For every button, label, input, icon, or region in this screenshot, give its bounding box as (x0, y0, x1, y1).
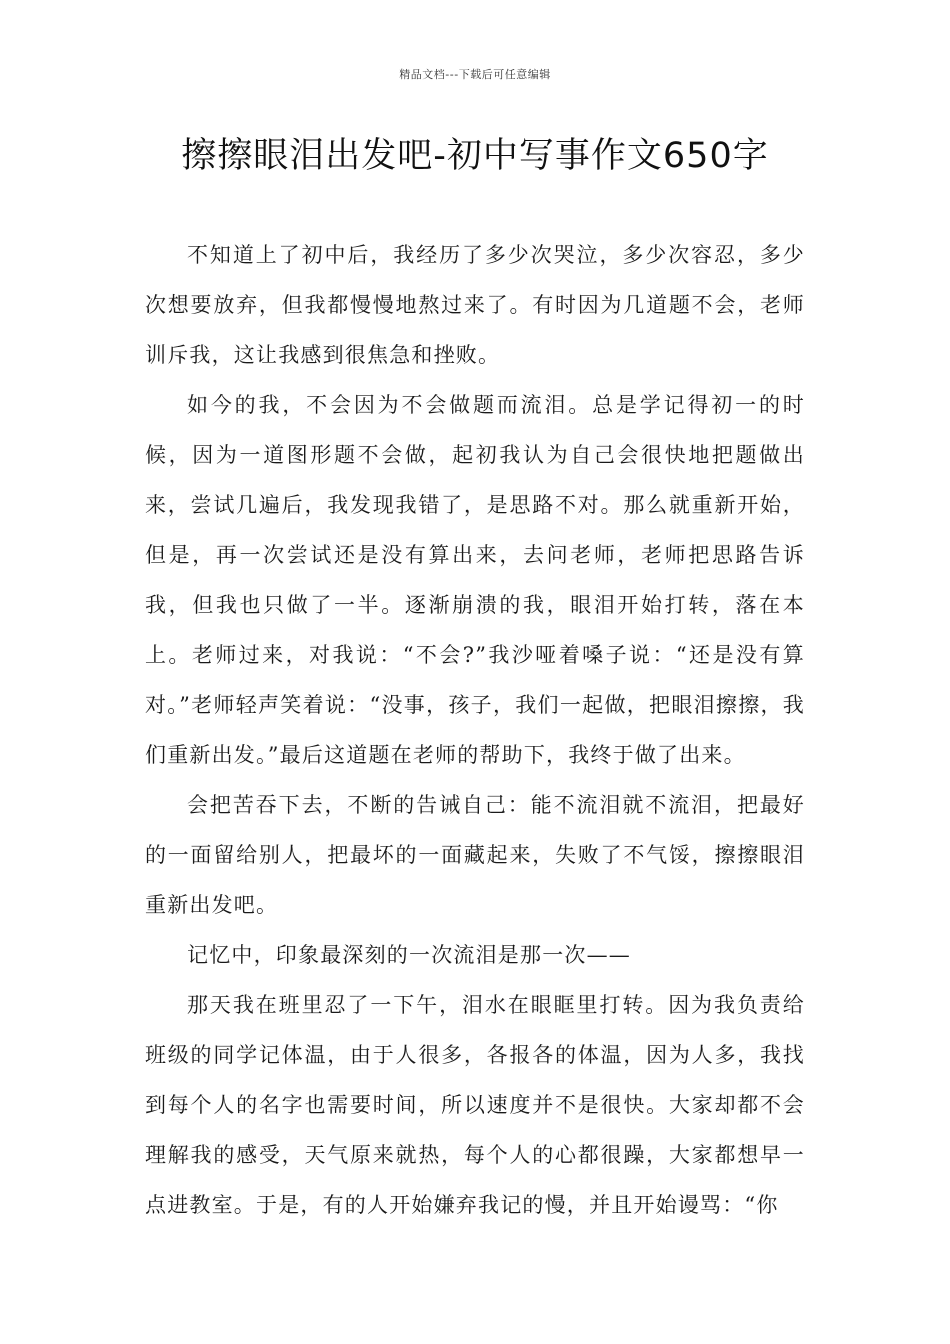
document-title: 擦擦眼泪出发吧-初中写事作文650字 (181, 136, 769, 176)
header-note: 精品文档---下载后可任意编辑 (399, 68, 551, 81)
paragraph: 记忆中，印象最深刻的一次流泪是那一次—— (187, 943, 631, 967)
paragraph: 那天我在班里忍了一下午，泪水在眼眶里打转。因为我负责给班级的同学记体温，由于人很多，各报各的体温，因为人多，我找到每个人的名字也需要时间，所以速度并不是很快。大家却都不会理解我的感受，天气原来就热，每个人的心都很躁，大家都想早一点进教室。于是，有的人开始嫌弃我记的慢，并且开始谩骂：“你 (145, 993, 805, 1217)
paragraph: 不知道上了初中后，我经历了多少次哭泣，多少次容忍，多少次想要放弃，但我都慢慢地熬过来了。有时因为几道题不会，老师训斥我，这让我感到很焦急和挫败。 (145, 243, 805, 367)
paragraph: 会把苦吞下去，不断的告诫自己：能不流泪就不流泪，把最好的一面留给别人，把最坏的一面藏起来，失败了不气馁，擦擦眼泪重新出发吧。 (145, 793, 805, 917)
document-body (145, 230, 805, 1230)
paragraph: 如今的我，不会因为不会做题而流泪。总是学记得初一的时候，因为一道图形题不会做，起初我认为自己会很快地把题做出来，尝试几遍后，我发现我错了，是思路不对。那么就重新开始，但是，再一次尝试还是没有算出来，去问老师，老师把思路告诉我，但我也只做了一半。逐渐崩溃的我，眼泪开始打转，落在本上。老师过来，对我说：“不会?”我沙哑着嗓子说：“还是没有算对。”老师轻声笑着说：“没事，孩子，我们一起做，把眼泪擦擦，我们重新出发。”最后这道题在老师的帮助下，我终于做了出来。 (145, 393, 805, 767)
